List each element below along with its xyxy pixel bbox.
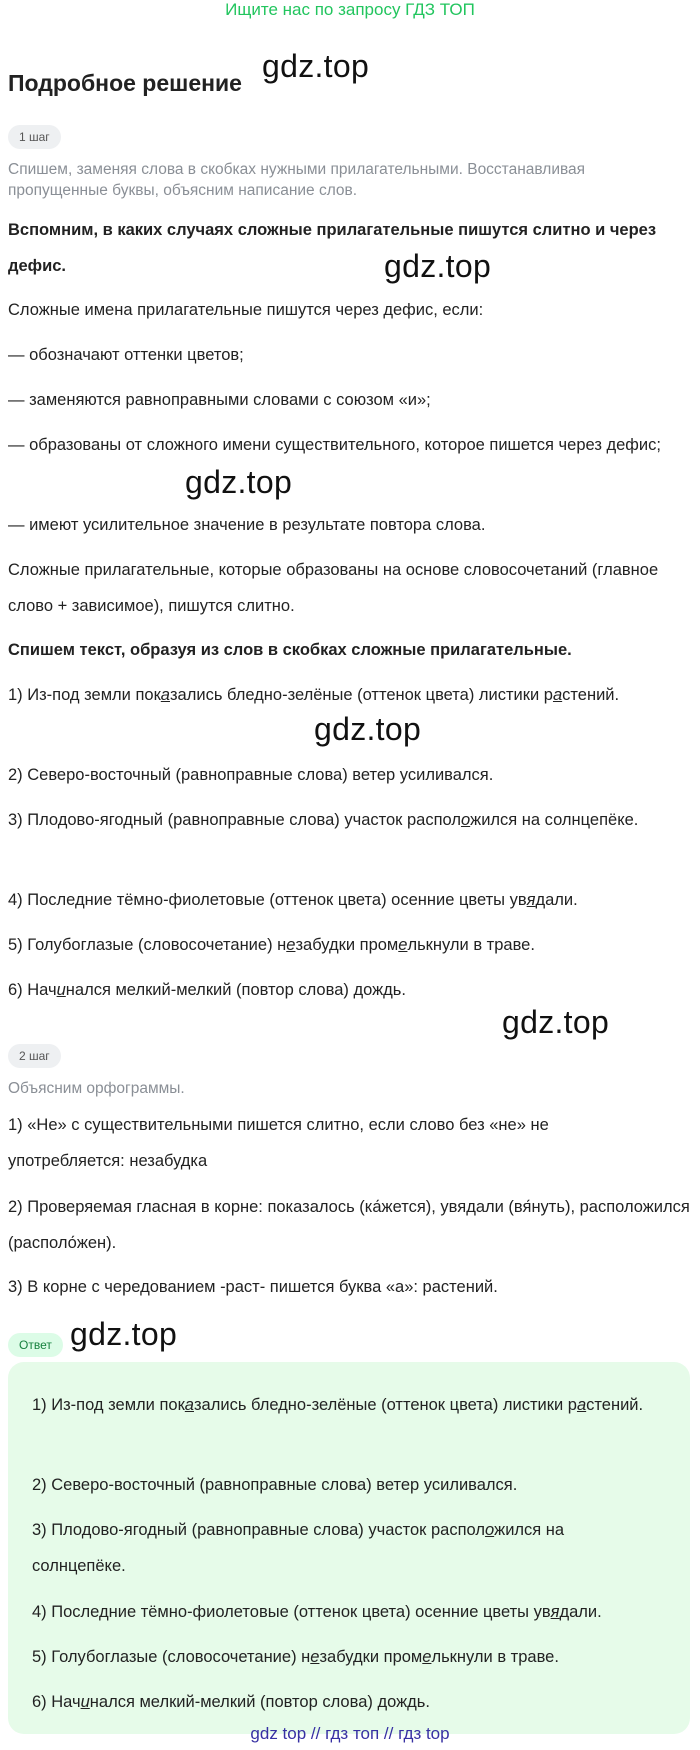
answer-sentence: 2) Северо-восточный (равноправные слова) ветер усиливался. <box>32 1476 518 1494</box>
rule-item: — обозначают оттенки цветов; <box>8 346 244 364</box>
page-title: Подробное решение <box>8 70 242 96</box>
step-intro: Объясним орфограммы. <box>8 1080 185 1097</box>
rule-intro: Сложные имена прилагательные пишутся через дефис, если: <box>8 301 484 319</box>
rule-item: — заменяются равноправными словами с союзом «и»; <box>8 391 431 409</box>
watermark: gdz.top <box>314 711 422 747</box>
answer-sentence: 4) Последние тёмно-фиолетовые (оттенок цвета) осенние цветы увядали. <box>32 1603 602 1621</box>
watermark: gdz.top <box>502 1004 610 1040</box>
rule-item: — образованы от сложного имени существительного, которое пишется через дефис; <box>8 436 661 454</box>
answer-sentence: 1) Из-под земли показались бледно-зелёные (оттенок цвета) листики растений. <box>32 1396 644 1414</box>
footer-links: gdz top // гдз топ // гдз top <box>250 1724 450 1743</box>
watermark: gdz.top <box>384 248 492 284</box>
step-badge: 2 шаг <box>8 1044 61 1068</box>
spelling-item: 1) «Не» с существительными пишется слитно, если слово без «не» не употребляется: незабудка <box>8 1116 549 1170</box>
sentence: 1) Из-под земли показались бледно-зелёные (оттенок цвета) листики растений. <box>8 686 620 704</box>
sentence: 3) Плодово-ягодный (равноправные слова) участок расположился на солнцепёке. <box>8 811 639 829</box>
missing-letter: о <box>484 1521 495 1539</box>
watermark: gdz.top <box>185 464 293 500</box>
sentence: 2) Северо-восточный (равноправные слова) ветер усиливался. <box>8 766 494 784</box>
sentence: 4) Последние тёмно-фиолетовые (оттенок цвета) осенние цветы увядали. <box>8 891 578 909</box>
rule-heading: Вспомним, в каких случаях сложные прилагательные пишутся слитно и через дефис. <box>8 221 657 275</box>
missing-letter: я <box>526 891 536 909</box>
top-banner: Ищите нас по запросу ГДЗ ТОП <box>225 0 475 19</box>
answer-sentence: 3) Плодово-ягодный (равноправные слова) участок расположился на солнцепёке. <box>32 1521 565 1575</box>
missing-letter: о <box>460 811 471 829</box>
missing-letter: а <box>184 1396 194 1414</box>
step-badge: 1 шаг <box>8 125 61 149</box>
spelling-item: 3) В корне с чередованием -раст- пишется буква «а»: растений. <box>8 1278 498 1296</box>
answer-badge: Ответ <box>8 1333 63 1357</box>
task-heading: Спишем текст, образуя из слов в скобках сложные прилагательные. <box>8 641 572 659</box>
solid-rule: Сложные прилагательные, которые образованы на основе словосочетаний (главное слово + зависимое), пишутся слитно. <box>8 561 659 615</box>
sentence: 5) Голубоглазые (словосочетание) незабудки промелькнули в траве. <box>8 936 535 954</box>
missing-letter: а <box>576 1396 587 1414</box>
missing-letter: е <box>398 936 408 954</box>
watermark: gdz.top <box>70 1316 178 1352</box>
answer-sentence: 6) Начинался мелкий-мелкий (повтор слова) дождь. <box>32 1693 430 1711</box>
watermark: gdz.top <box>262 48 370 84</box>
sentence: 6) Начинался мелкий-мелкий (повтор слова) дождь. <box>8 981 406 999</box>
rule-item: — имеют усилительное значение в результате повтора слова. <box>8 516 486 534</box>
missing-letter: е <box>286 936 296 954</box>
missing-letter: и <box>56 981 66 999</box>
spelling-item: 2) Проверяемая гласная в корне: показалось (ка́жется), увядали (вя́нуть), расположился (располо́жен). <box>8 1198 690 1252</box>
missing-letter: я <box>550 1603 560 1621</box>
missing-letter: е <box>422 1648 432 1666</box>
missing-letter: и <box>80 1693 90 1711</box>
step-intro: Спишем, заменяя слова в скобках нужными прилагательными. Восстанавливая пропущенные буквы, объясним написание слов. <box>8 161 586 199</box>
missing-letter: е <box>310 1648 320 1666</box>
missing-letter: а <box>552 686 563 704</box>
answer-sentence: 5) Голубоглазые (словосочетание) незабудки промелькнули в траве. <box>32 1648 559 1666</box>
missing-letter: а <box>160 686 170 704</box>
